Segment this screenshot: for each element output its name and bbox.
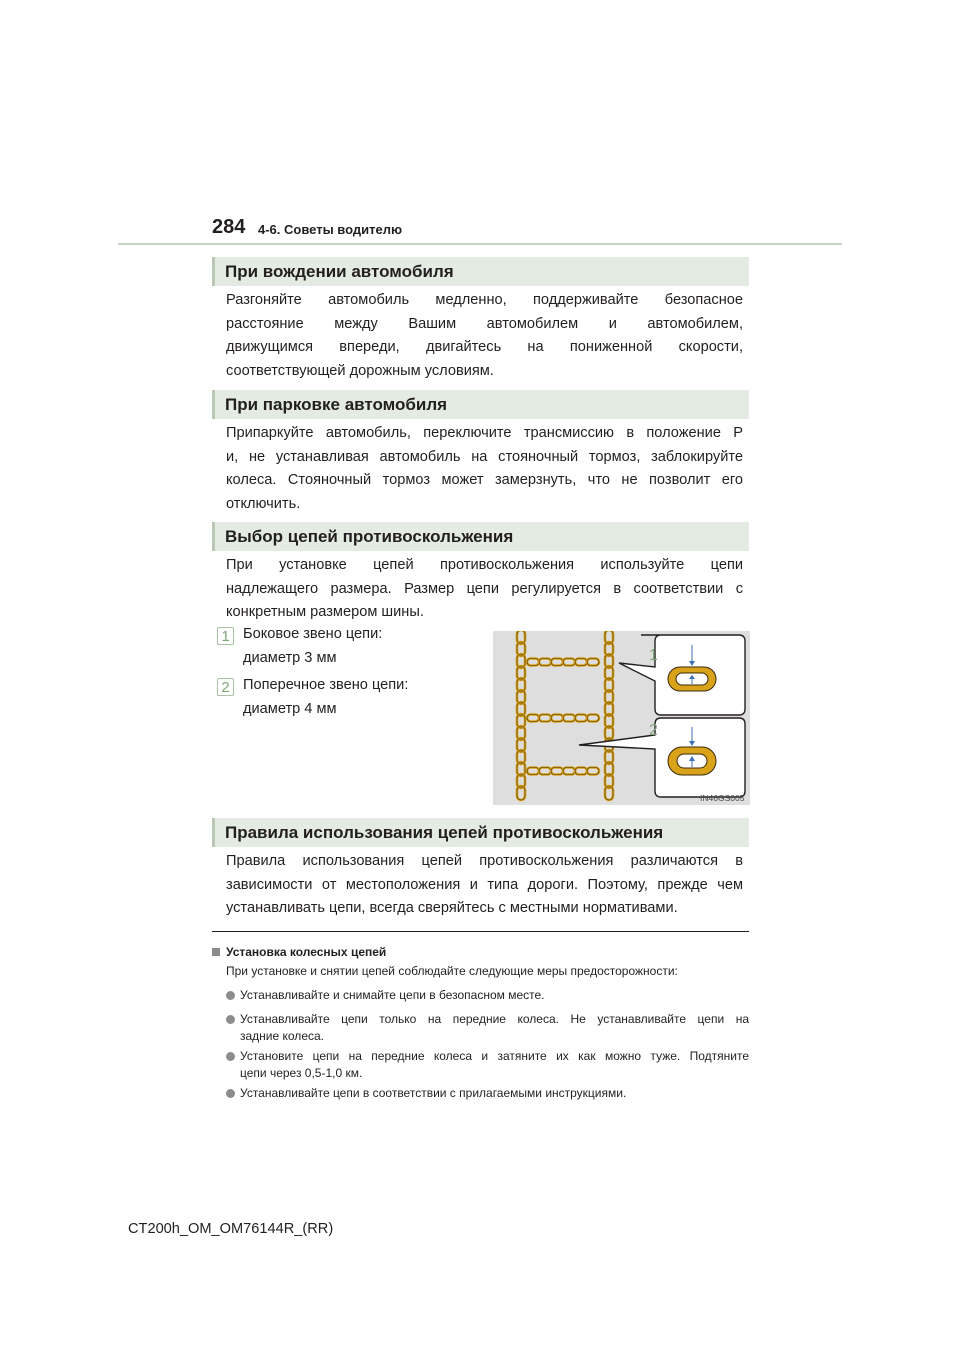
cross-chain-3	[527, 768, 599, 775]
text-line: Устанавливайте цепи в соответствии с прилагаемыми инструкциями.	[240, 1086, 627, 1100]
text-line: отключить.	[226, 495, 301, 512]
chain-item-2	[243, 674, 408, 721]
section-title: 4-6. Советы водителю	[258, 222, 403, 237]
heading-parking	[212, 390, 749, 419]
text-line: устанавливать цепи, всегда сверяйтесь с местными нормативами.	[226, 900, 678, 916]
cross-chain-2	[527, 715, 599, 722]
header-divider	[118, 243, 842, 245]
paragraph-driving	[226, 289, 743, 383]
paragraph-chain-selection	[226, 554, 743, 625]
callout-number-1: 1	[649, 647, 658, 664]
tire-chain-illustration	[493, 631, 750, 805]
installation-heading	[212, 945, 386, 959]
text-line: Установите цепи на передние колеса и затяните их как можно туже. Подтяните	[240, 1049, 749, 1063]
heading-driving-text: При вождении автомобиля	[225, 262, 454, 281]
text-line: расстояние между Вашим автомобилем и автомобилем,	[226, 315, 743, 332]
text-line: конкретным размером шины.	[226, 604, 424, 620]
list-item	[226, 1085, 749, 1102]
heading-driving	[212, 257, 749, 286]
chain-item-1	[243, 623, 382, 670]
page-number: 284	[212, 216, 246, 238]
cross-chain-1	[527, 659, 599, 666]
side-chain-left	[517, 631, 525, 800]
heading-chain-selection-text: Выбор цепей противоскольжения	[225, 527, 514, 546]
installation-title: Установка колесных цепей	[226, 945, 387, 959]
list-item	[226, 1011, 749, 1045]
chain-item-2-value: диаметр 4 мм	[243, 700, 337, 717]
bullet-icon	[226, 991, 235, 1000]
heading-chain-rules-text: Правила использования цепей противоскольжения	[225, 823, 664, 842]
text-line: цепи через 0,5-1,0 км.	[240, 1066, 363, 1080]
bullet-icon	[226, 1015, 235, 1024]
square-bullet-icon	[212, 948, 220, 956]
text-line: Устанавливайте и снимайте цепи в безопасном месте.	[240, 988, 545, 1002]
item-number-2: 2	[217, 678, 234, 696]
bullet-icon	[226, 1052, 235, 1061]
installation-intro: При установке и снятии цепей соблюдайте следующие меры предосторожности:	[226, 964, 678, 978]
chain-item-1-value: диаметр 3 мм	[243, 649, 337, 666]
text-line: зависимости от местоположения и типа дороги. Поэтому, прежде чем	[226, 876, 743, 893]
side-chain-right	[605, 631, 613, 800]
heading-chain-selection	[212, 522, 749, 551]
item-number-1: 1	[217, 627, 234, 645]
divider	[212, 931, 749, 932]
paragraph-chain-rules	[226, 850, 743, 921]
text-line: соответствующей дорожным условиям.	[226, 362, 494, 379]
figure-code: IN46GS005	[700, 793, 745, 803]
text-line: Устанавливайте цепи только на передние колеса. Не устанавливайте цепи на	[240, 1012, 749, 1026]
text-line: движущимся впереди, двигайтесь на пониженной скорости,	[226, 339, 743, 355]
chain-item-2-label: Поперечное звено цепи:	[243, 677, 409, 693]
heading-parking-text: При парковке автомобиля	[225, 395, 448, 414]
list-item	[226, 987, 749, 1004]
text-line: Правила использования цепей противоскольжения различаются в	[226, 853, 743, 869]
document-code: CT200h_OM_OM76144R_(RR)	[128, 1221, 334, 1237]
chain-item-1-label: Боковое звено цепи:	[243, 626, 383, 642]
text-line: При установке цепей противоскольжения используйте цепи	[226, 557, 743, 573]
callout-number-2: 2	[649, 722, 658, 739]
text-line: колеса. Стояночный тормоз может замерзнуть, что не позволит его	[226, 472, 743, 488]
text-line: и, не устанавливая автомобиль на стояночный тормоз, заблокируйте	[226, 448, 743, 465]
text-line: Разгоняйте автомобиль медленно, поддерживайте безопасное	[226, 292, 743, 308]
text-line: Припаркуйте автомобиль, переключите трансмиссию в положение P	[226, 425, 743, 441]
chain-drawing	[493, 631, 750, 805]
paragraph-parking	[226, 422, 743, 516]
bullet-icon	[226, 1089, 235, 1098]
text-line: надлежащего размера. Размер цепи регулируется в соответствии с	[226, 580, 743, 597]
heading-chain-rules	[212, 818, 749, 847]
list-item	[226, 1048, 749, 1082]
text-line: задние колеса.	[240, 1029, 324, 1043]
callout-side-link	[619, 635, 745, 715]
